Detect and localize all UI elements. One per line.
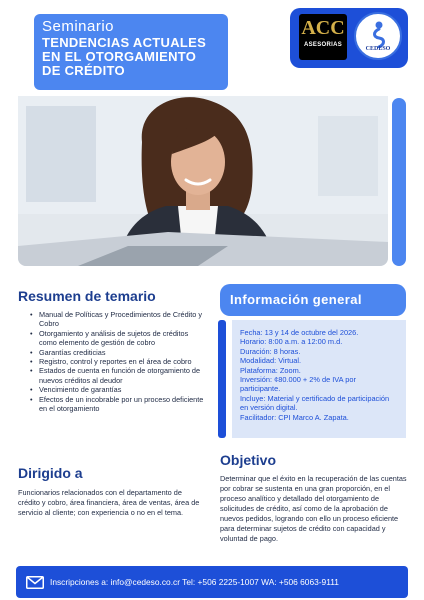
acc-logo-sub: ASESORIAS	[303, 42, 343, 48]
info-date: Fecha: 13 y 14 de octubre del 2026.	[240, 328, 359, 337]
list-item: • Registro, control y reportes en el área de cobro	[30, 357, 206, 366]
seminar-title-line-2: EN EL OTORGAMIENTO	[42, 49, 197, 64]
hero-photo	[18, 96, 388, 266]
cedeso-logo-sub: CEDESO	[365, 46, 391, 52]
list-item: • Efectos de un incobrable por un proceso deficiente en el otorgamiento	[30, 395, 206, 414]
photo-accent-bar	[392, 98, 406, 266]
acc-logo	[299, 14, 347, 60]
info-includes: Incluye: Material y certificado de participación en versión digital.	[240, 393, 390, 413]
info-heading: Información general	[220, 284, 406, 316]
info-investment: Inversión: ¢80.000 + 2% de IVA por participante.	[240, 375, 356, 394]
envelope-icon	[26, 576, 44, 589]
objetivo-text: Determinar que el éxito en la recuperación de las cuentas por cobrar se sustenta en una gran proporción, en el proceso analítico y detallado del otorgamiento de solicitudes de crédito, así como de la aprobación de nuevos pedidos, logrando con ello un proceso eficiente para determinar sujetos de crédito con capacidad y voluntad de pago.	[220, 474, 407, 543]
list-item: • Estados de cuenta en función de otorgamiento de nuevos créditos al deudor	[30, 366, 206, 385]
temario-list	[30, 310, 206, 413]
cedeso-emblem-icon	[370, 20, 388, 48]
footer-contact-text[interactable]: Inscripciones a: info@cedeso.co.cr Tel: +506 2225-1007 WA: +506 6063-9111	[50, 577, 339, 587]
acc-logo-mark: ACC	[301, 17, 345, 39]
info-box	[232, 320, 406, 438]
temario-heading: Resumen de temario	[18, 288, 156, 304]
info-platform: Plataforma: Zoom.	[240, 365, 301, 375]
woman-at-laptop-illustration	[18, 96, 388, 266]
info-modality: Modalidad: Virtual.	[240, 356, 302, 366]
info-duration: Duración: 8 horas.	[240, 346, 301, 356]
title-box	[34, 14, 228, 90]
dirigido-heading: Dirigido a	[18, 465, 83, 481]
objetivo-heading: Objetivo	[220, 452, 277, 468]
dirigido-text: Funcionarios relacionados con el departamento de crédito y cobro, área financiera, área de ventas, área de servicio al cliente; con experiencia o no en el tema.	[18, 488, 200, 517]
list-item: • Manual de Políticas y Procedimientos de Crédito y Cobro	[30, 310, 206, 329]
info-facilitator: Facilitador: CPI Marco A. Zapata.	[240, 412, 349, 422]
list-item: • Otorgamiento y análisis de sujetos de créditos como elemento de gestión de cobro	[30, 329, 206, 348]
info-schedule: Horario: 8:00 a.m. a 12:00 m.d.	[240, 337, 343, 347]
cedeso-logo	[354, 12, 402, 60]
seminar-kicker: Seminario	[42, 18, 115, 35]
seminar-title-line-1: TENDENCIAS ACTUALES	[42, 35, 207, 50]
info-accent-bar	[218, 320, 226, 438]
list-item: • Vencimiento de garantías	[30, 385, 206, 394]
footer-contact-bar	[16, 566, 408, 598]
seminar-title-line-3: DE CRÉDITO	[42, 63, 125, 78]
list-item: • Garantías crediticias	[30, 348, 206, 357]
